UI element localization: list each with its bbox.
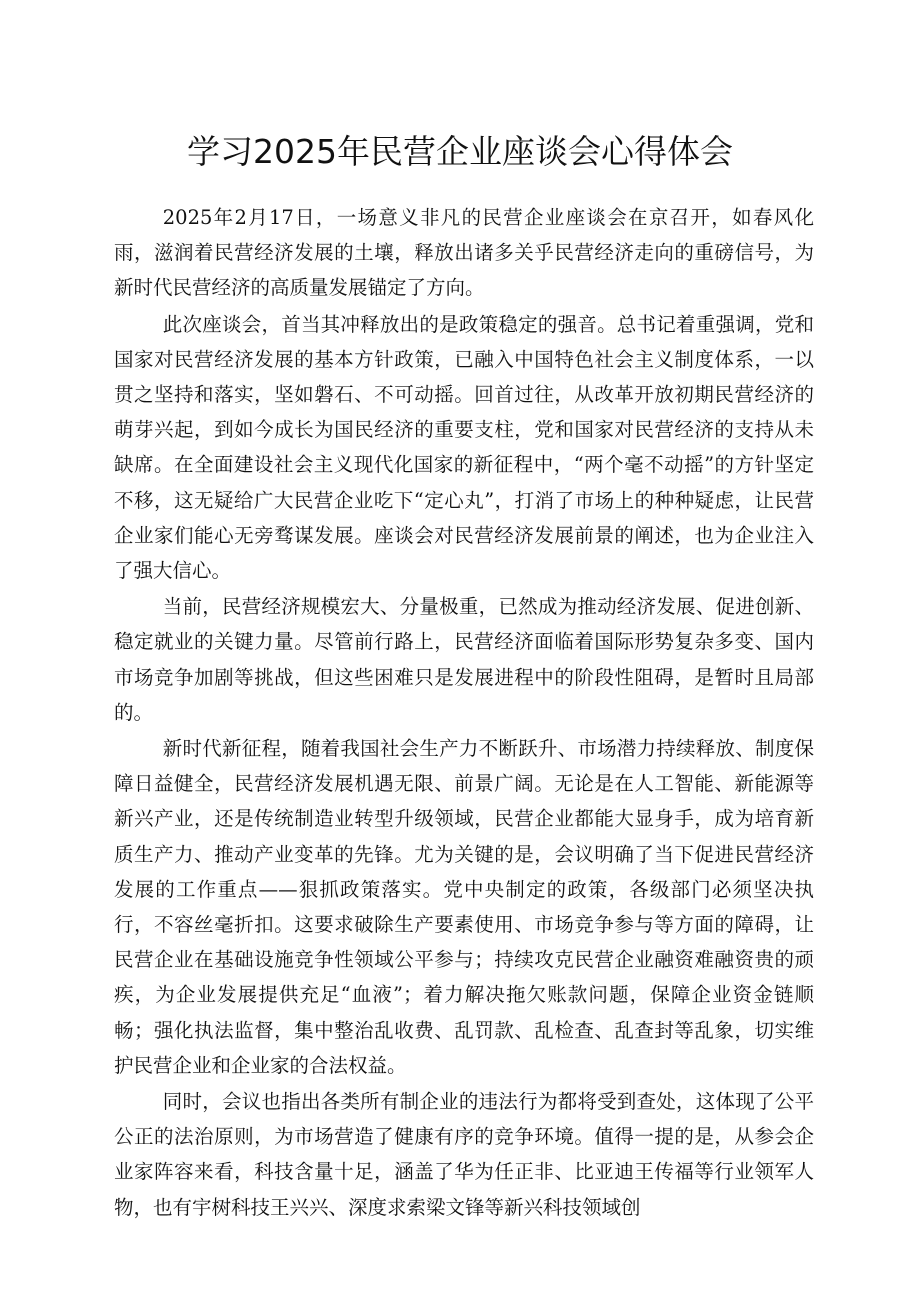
paragraph-5: 同时，会议也指出各类所有制企业的违法行为都将受到查处，这体现了公平公正的法治原则，为市场营造了健康有序的竞争环境。值得一提的是，从参会企业家阵容来看，科技含量十足，涵盖了华为任正非、比亚迪王传福等行业领军人物，也有宇树科技王兴兴、深度求索梁文锋等新兴科技领域创: [114, 1090, 814, 1219]
paragraph-3: 当前，民营经济规模宏大、分量极重，已然成为推动经济发展、促进创新、稳定就业的关键力量。尽管前行路上，民营经济面临着国际形势复杂多变、国内市场竞争加剧等挑战，但这些困难只是发展进程中的阶段性阻碍，是暂时且局部的。: [114, 595, 814, 724]
paragraph-2: 此次座谈会，首当其冲释放出的是政策稳定的强音。总书记着重强调，党和国家对民营经济发展的基本方针政策，已融入中国特色社会主义制度体系，一以贯之坚持和落实，坚如磐石、不可动摇。回首过往，从改革开放初期民营经济的萌芽兴起，到如今成长为国民经济的重要支柱，党和国家对民营经济的支持从未缺席。在全面建设社会主义现代化国家的新征程中，“两个毫不动摇”的方针坚定不移，这无疑给广大民营企业吃下“定心丸”，打消了市场上的种种疑虑，让民营企业家们能心无旁骛谋发展。座谈会对民营经济发展前景的阐述，也为企业注入了强大信心。: [114, 312, 814, 583]
paragraph-1: 2025年2月17日，一场意义非凡的民营企业座谈会在京召开，如春风化雨，滋润着民营经济发展的土壤，释放出诸多关乎民营经济走向的重磅信号，为新时代民营经济的高质量发展锚定了方向。: [114, 206, 814, 300]
document-body: [114, 200, 814, 1226]
paragraph-4: 新时代新征程，随着我国社会生产力不断跃升、市场潜力持续释放、制度保障日益健全，民营经济发展机遇无限、前景广阔。无论是在人工智能、新能源等新兴产业，还是传统制造业转型升级领域，民营企业都能大显身手，成为培育新质生产力、推动产业变革的先锋。尤为关键的是，会议明确了当下促进民营经济发展的工作重点——狠抓政策落实。党中央制定的政策，各级部门必须坚决执行，不容丝毫折扣。这要求破除生产要素使用、市场竞争参与等方面的障碍，让民营企业在基础设施竞争性领域公平参与；持续攻克民营企业融资难融资贵的顽疾，为企业发展提供充足“血液”；着力解决拖欠账款问题，保障企业资金链顺畅；强化执法监督，集中整治乱收费、乱罚款、乱检查、乱查封等乱象，切实维护民营企业和企业家的合法权益。: [114, 737, 814, 1077]
document-title: 学习2025年民营企业座谈会心得体会: [187, 132, 733, 171]
